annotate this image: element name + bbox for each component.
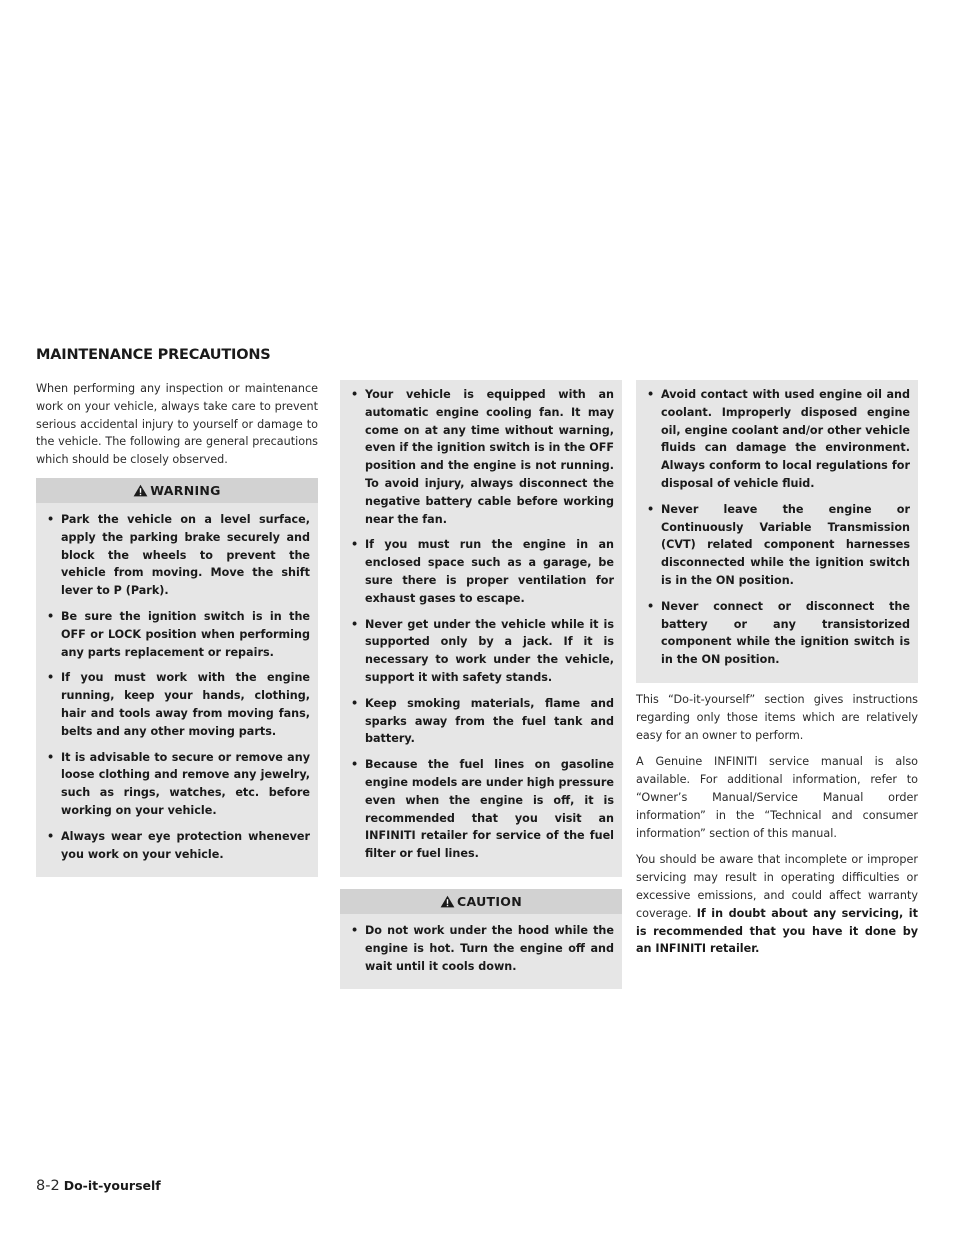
- service-manual-paragraph: A Genuine INFINITI service manual is also available. For additional information, refer to “Owner’s Manual/Service Manual order information” in the “Technical and consumer information” section of this manual.: [636, 755, 918, 840]
- caution-item: • Never connect or disconnect the battery or any transistorized component while the ignition switch is in the ON position.: [644, 598, 910, 669]
- diy-paragraph: This “Do-it-yourself” section gives instructions regarding only those items which are relatively easy for an owner to perform.: [636, 692, 918, 742]
- warning-item: • Always wear eye protection whenever you work on your vehicle.: [44, 828, 310, 864]
- warning-item: • Park the vehicle on a level surface, apply the parking brake securely and block the wheels to prevent the vehicle from moving. Move the shift lever to P (Park).: [44, 511, 310, 600]
- warning-item: • Never get under the vehicle while it is supported only by a jack. If it is necessary to work under the vehicle, support it with safety stands.: [348, 616, 614, 687]
- servicing-paragraph: [636, 851, 918, 958]
- warning-item: • It is advisable to secure or remove any loose clothing and remove any jewelry, such as rings, watches, etc. before working on your vehicle.: [44, 749, 310, 820]
- caution-item: • Never leave the engine or Continuously Variable Transmission (CVT) related component harnesses disconnected while the ignition switch is in the ON position.: [644, 501, 910, 590]
- column-1: [36, 380, 318, 877]
- warning-triangle-icon: [133, 484, 148, 497]
- servicing-text: You should be aware that incomplete or improper servicing may result in operating difficulties or excessive emissions, and could affect warranty coverage.: [636, 853, 918, 920]
- caution-label: CAUTION: [457, 893, 522, 909]
- warning-box-continued: [340, 380, 622, 877]
- caution-box: [340, 889, 622, 989]
- warning-item: • Your vehicle is equipped with an automatic engine cooling fan. It may come on at any time without warning, even if the ignition switch is in the OFF position and the engine is not running. To avoid injury, always disconnect the negative battery cable before working near the fan.: [348, 386, 614, 528]
- warning-item: • Because the fuel lines on gasoline engine models are under high pressure even when the engine is off, it is recommended that you visit an INFINITI retailer for service of the fuel filter or fuel lines.: [348, 756, 614, 863]
- caution-header: [340, 889, 622, 914]
- caution-box-continued: [636, 380, 918, 683]
- servicing-bold-text: If in doubt about any servicing, it is recommended that you have it done by an INFINITI retailer.: [636, 906, 918, 956]
- warning-label: WARNING: [150, 482, 221, 498]
- caution-item: • Avoid contact with used engine oil and coolant. Improperly disposed engine oil, engine coolant and/or other vehicle fluids can damage the environment. Always conform to local regulations for disposal of vehicle fluid.: [644, 386, 910, 493]
- page-number: 8-2: [36, 1178, 60, 1194]
- column-2: [340, 380, 622, 989]
- warning-item: • If you must work with the engine running, keep your hands, clothing, hair and tools away from moving fans, belts and any other moving parts.: [44, 669, 310, 740]
- caution-triangle-icon: [440, 895, 455, 908]
- section-title: MAINTENANCE PRECAUTIONS: [36, 347, 271, 363]
- warning-header: [36, 478, 318, 503]
- chapter-title: Do-it-yourself: [63, 1178, 161, 1193]
- intro-paragraph: When performing any inspection or maintenance work on your vehicle, always take care to prevent serious accidental injury to yourself or damage to the vehicle. The following are general precautions which should be closely observed.: [36, 382, 318, 467]
- warning-item: • If you must run the engine in an enclosed space such as a garage, be sure there is proper ventilation for exhaust gases to escape.: [348, 536, 614, 607]
- warning-item: • Be sure the ignition switch is in the OFF or LOCK position when performing any parts replacement or repairs.: [44, 608, 310, 661]
- page-footer: [36, 1178, 161, 1194]
- warning-item: • Keep smoking materials, flame and sparks away from the fuel tank and battery.: [348, 695, 614, 748]
- caution-item: • Do not work under the hood while the engine is hot. Turn the engine off and wait until it cools down.: [348, 922, 614, 975]
- warning-box: [36, 478, 318, 877]
- column-3: [636, 380, 918, 967]
